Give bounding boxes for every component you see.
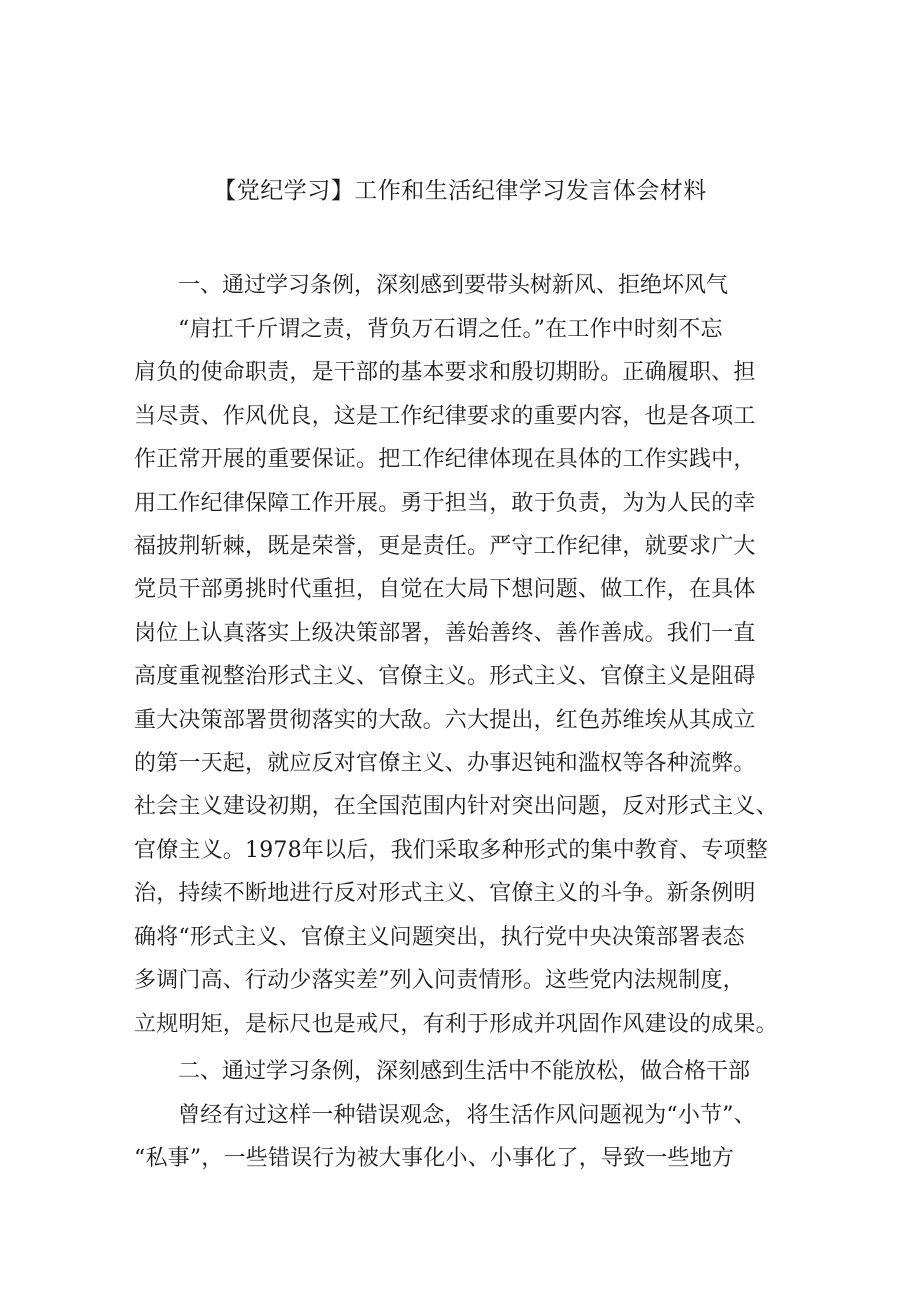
paragraph-line: 立规明矩，是标尺也是戒尺，有利于形成并巩固作风建设的成果。 bbox=[134, 1011, 778, 1037]
paragraph-line: 肩负的使命职责，是干部的基本要求和殷切期盼。正确履职、担 bbox=[134, 360, 756, 386]
paragraph-line: 多调门高、行动少落实差”列入问责情形。这些党内法规制度， bbox=[134, 968, 745, 994]
paragraph-line: 作正常开展的重要保证。把工作纪律体现在具体的工作实践中， bbox=[134, 447, 756, 473]
paragraph-line: 的第一天起，就应反对官僚主义、办事迟钝和滥权等各种流弊。 bbox=[134, 751, 756, 777]
paragraph-line: 确将“形式主义、官僚主义问题突出，执行党中央决策部署表态 bbox=[134, 924, 745, 950]
paragraph-line: 岗位上认真落实上级决策部署，善始善终、善作善成。我们一直 bbox=[134, 620, 756, 646]
paragraph-line: “私事”，一些错误行为被大事化小、小事化了，导致一些地方 bbox=[134, 1146, 735, 1172]
document-title: 【党纪学习】工作和生活纪律学习发言体会材料 bbox=[213, 178, 707, 204]
section-2-heading: 二、通过学习条例，深刻感到生活中不能放松，做合格干部 bbox=[178, 1058, 751, 1084]
paragraph-line: “肩扛千斤谓之责，背负万石谓之任。”在工作中时刻不忘 bbox=[178, 317, 723, 342]
paragraph-line: 官僚主义。1978年以后，我们采取多种形式的集中教育、专项整 bbox=[134, 837, 768, 863]
paragraph-line: 高度重视整治形式主义、官僚主义。形式主义、官僚主义是阻碍 bbox=[134, 664, 756, 690]
paragraph-line: 曾经有过这样一种错误观念，将生活作风问题视为“小节”、 bbox=[178, 1102, 756, 1128]
paragraph-line: 当尽责、作风优良，这是工作纪律要求的重要内容，也是各项工 bbox=[134, 403, 756, 429]
paragraph-line: 用工作纪律保障工作开展。勇于担当，敢于负责，为为人民的幸 bbox=[134, 490, 756, 516]
paragraph-line: 治，持续不断地进行反对形式主义、官僚主义的斗争。新条例明 bbox=[134, 881, 756, 907]
paragraph-line: 党员干部勇挑时代重担，自觉在大局下想问题、做工作，在具体 bbox=[134, 577, 756, 603]
paragraph-line: 重大决策部署贯彻落实的大敌。六大提出，红色苏维埃从其成立 bbox=[134, 707, 756, 733]
document-body bbox=[134, 264, 794, 1181]
section-1-heading: 一、通过学习条例，深刻感到要带头树新风、拒绝坏风气 bbox=[178, 273, 729, 298]
section-2-paragraph bbox=[134, 1094, 794, 1181]
section-1-paragraph bbox=[134, 308, 794, 1046]
paragraph-line: 社会主义建设初期，在全国范围内针对突出问题，反对形式主义、 bbox=[134, 794, 778, 820]
paragraph-line: 福披荆斩棘，既是荣誉，更是责任。严守工作纪律，就要求广大 bbox=[134, 534, 756, 560]
